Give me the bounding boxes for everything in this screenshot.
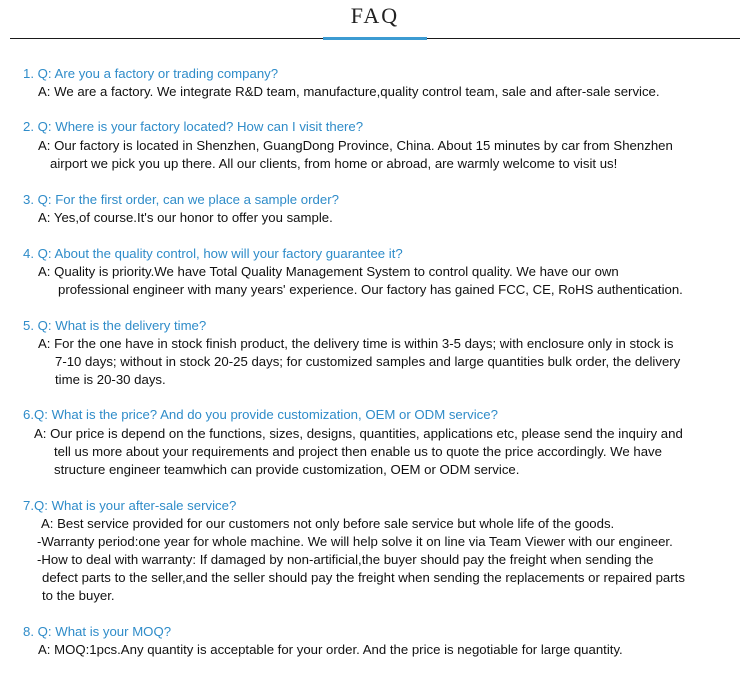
faq-answer-8-line-1: A: MOQ:1pcs.Any quantity is acceptable for your order. And the price is negotiable for large quantity. (38, 642, 623, 657)
faq-question-2: 2. Q: Where is your factory located? How can I visit there? (23, 119, 364, 134)
faq-answer-4-line-1: A: Quality is priority.We have Total Quality Management System to control quality. We have our own (38, 264, 619, 279)
faq-answer-7-line-4: defect parts to the seller,and the seller should pay the freight when sending the replacements or repaired parts (42, 570, 685, 585)
faq-answer-6-line-2: tell us more about your requirements and project then enable us to quote the price accordingly. We have (54, 444, 662, 459)
faq-answer-7-line-3: -How to deal with warranty: If damaged by non-artificial,the buyer should pay the freight when sending the (37, 552, 654, 567)
faq-answer-5-line-2: 7-10 days; without in stock 20-25 days; for customized samples and large quantities bulk order, the delivery (55, 354, 681, 369)
faq-answer-3-line-1: A: Yes,of course.It's our honor to offer you sample. (38, 210, 333, 225)
faq-answer-7-line-5: to the buyer. (42, 588, 115, 603)
faq-question-4: 4. Q: About the quality control, how will your factory guarantee it? (23, 246, 403, 261)
faq-question-7: 7.Q: What is your after-sale service? (23, 498, 237, 513)
faq-answer-5-line-1: A: For the one have in stock finish product, the delivery time is within 3-5 days; with enclosure only in stock is (38, 336, 674, 351)
faq-question-6: 6.Q: What is the price? And do you provide customization, OEM or ODM service? (23, 407, 498, 422)
faq-answer-2-line-1: A: Our factory is located in Shenzhen, GuangDong Province, China. About 15 minutes by car from Shenzhen (38, 138, 673, 153)
title-accent-bar (323, 37, 427, 40)
faq-answer-7-line-1: A: Best service provided for our customers not only before sale service but whole life of the goods. (41, 516, 615, 531)
faq-answer-5-line-3: time is 20-30 days. (55, 372, 166, 387)
faq-answer-2-line-2: airport we pick you up there. All our clients, from home or abroad, are warmly welcome to visit us! (50, 156, 618, 171)
faq-answer-7-line-2: -Warranty period:one year for whole machine. We will help solve it on line via Team Viewer with our engineer. (37, 534, 673, 549)
faq-answer-4-line-2: professional engineer with many years' experience. Our factory has gained FCC, CE, RoHS authentication. (58, 282, 683, 297)
page-title: FAQ (350, 3, 400, 28)
faq-answer-6-line-1: A: Our price is depend on the functions, sizes, designs, quantities, applications etc, please send the inquiry and (34, 426, 683, 441)
faq-answer-6-line-3: structure engineer teamwhich can provide customization, OEM or ODM service. (54, 462, 520, 477)
faq-question-1: 1. Q: Are you a factory or trading company? (23, 66, 279, 81)
faq-question-5: 5. Q: What is the delivery time? (23, 318, 207, 333)
faq-question-8: 8. Q: What is your MOQ? (23, 624, 172, 639)
faq-answer-1-line-1: A: We are a factory. We integrate R&D team, manufacture,quality control team, sale and after-sale service. (38, 84, 660, 99)
faq-question-3: 3. Q: For the first order, can we place a sample order? (23, 192, 339, 207)
